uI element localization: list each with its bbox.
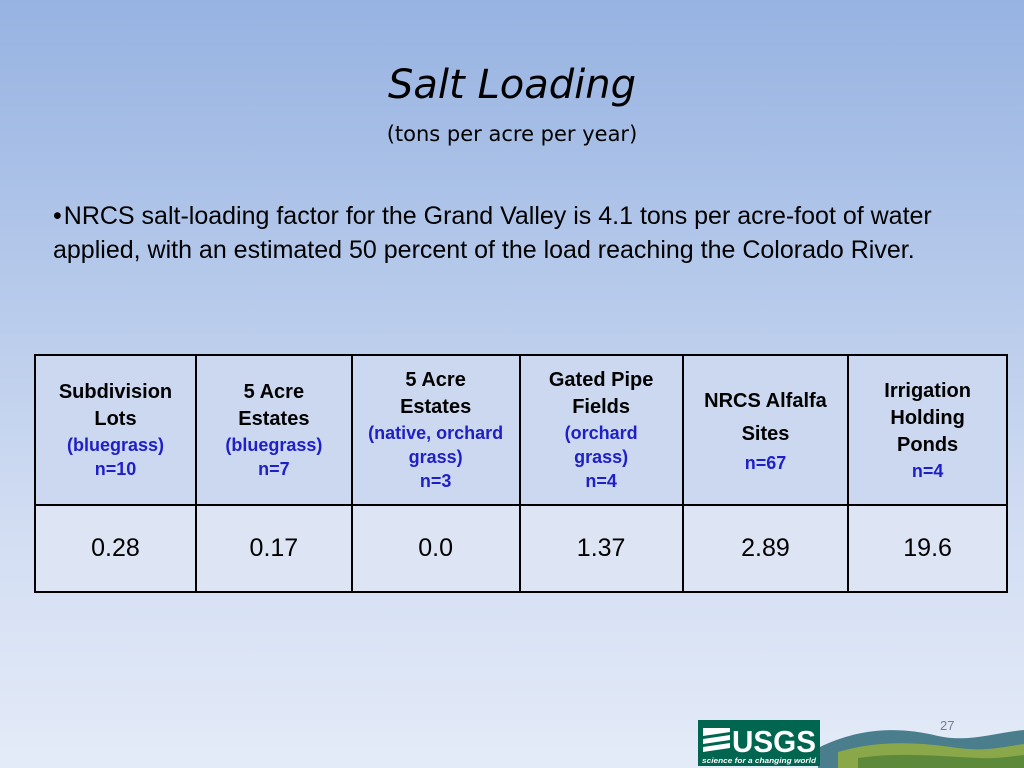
slide-title: Salt Loading	[388, 62, 636, 108]
column-name: Irrigation Holding Ponds	[884, 379, 971, 456]
value-cell: 0.17	[196, 505, 352, 592]
header-cell	[35, 355, 196, 505]
column-subtitle: (bluegrass)	[66, 435, 164, 455]
header-cell	[683, 355, 848, 505]
column-n: n=67	[744, 453, 787, 473]
value-row	[35, 505, 1007, 592]
header-cell	[848, 355, 1007, 505]
column-name: Subdivision Lots	[58, 381, 173, 430]
slide-subtitle: (tons per acre per year)	[386, 122, 638, 146]
column-subtitle: (orchard grass)	[564, 423, 638, 467]
header-cell	[196, 355, 352, 505]
column-n: n=7	[258, 459, 290, 479]
column-subtitle: (native, orchard grass)	[368, 423, 504, 467]
column-name: NRCS Alfalfa Sites	[704, 390, 827, 445]
column-n: n=10	[94, 459, 137, 479]
value-cell: 1.37	[520, 505, 683, 592]
value-cell: 0.0	[352, 505, 520, 592]
column-n: n=4	[911, 460, 944, 481]
header-cell	[352, 355, 520, 505]
page-number: 27	[940, 718, 955, 733]
usgs-logo	[698, 718, 1024, 768]
value-cell: 0.28	[35, 505, 196, 592]
column-n: n=3	[419, 471, 452, 491]
svg-text:science for a changing world: science for a changing world	[702, 756, 817, 765]
column-name: 5 Acre Estates	[400, 369, 472, 418]
bullet-text: NRCS salt-loading factor for the Grand Valley is 4.1 tons per acre-foot of water applied, with an estimated 50 percent of the load reaching the Colorado River.	[53, 202, 932, 264]
column-subtitle: (bluegrass)	[225, 435, 323, 455]
bullet-point	[53, 199, 973, 267]
column-n: n=4	[585, 471, 617, 491]
salt-loading-table	[34, 354, 1008, 593]
value-cell: 19.6	[848, 505, 1007, 592]
value-cell: 2.89	[683, 505, 848, 592]
bullet-marker: •	[53, 202, 62, 230]
column-name: 5 Acre Estates	[238, 381, 310, 430]
column-name: Gated Pipe Fields	[548, 369, 654, 418]
header-cell	[520, 355, 683, 505]
svg-text:USGS: USGS	[732, 724, 816, 759]
header-row	[35, 355, 1007, 505]
